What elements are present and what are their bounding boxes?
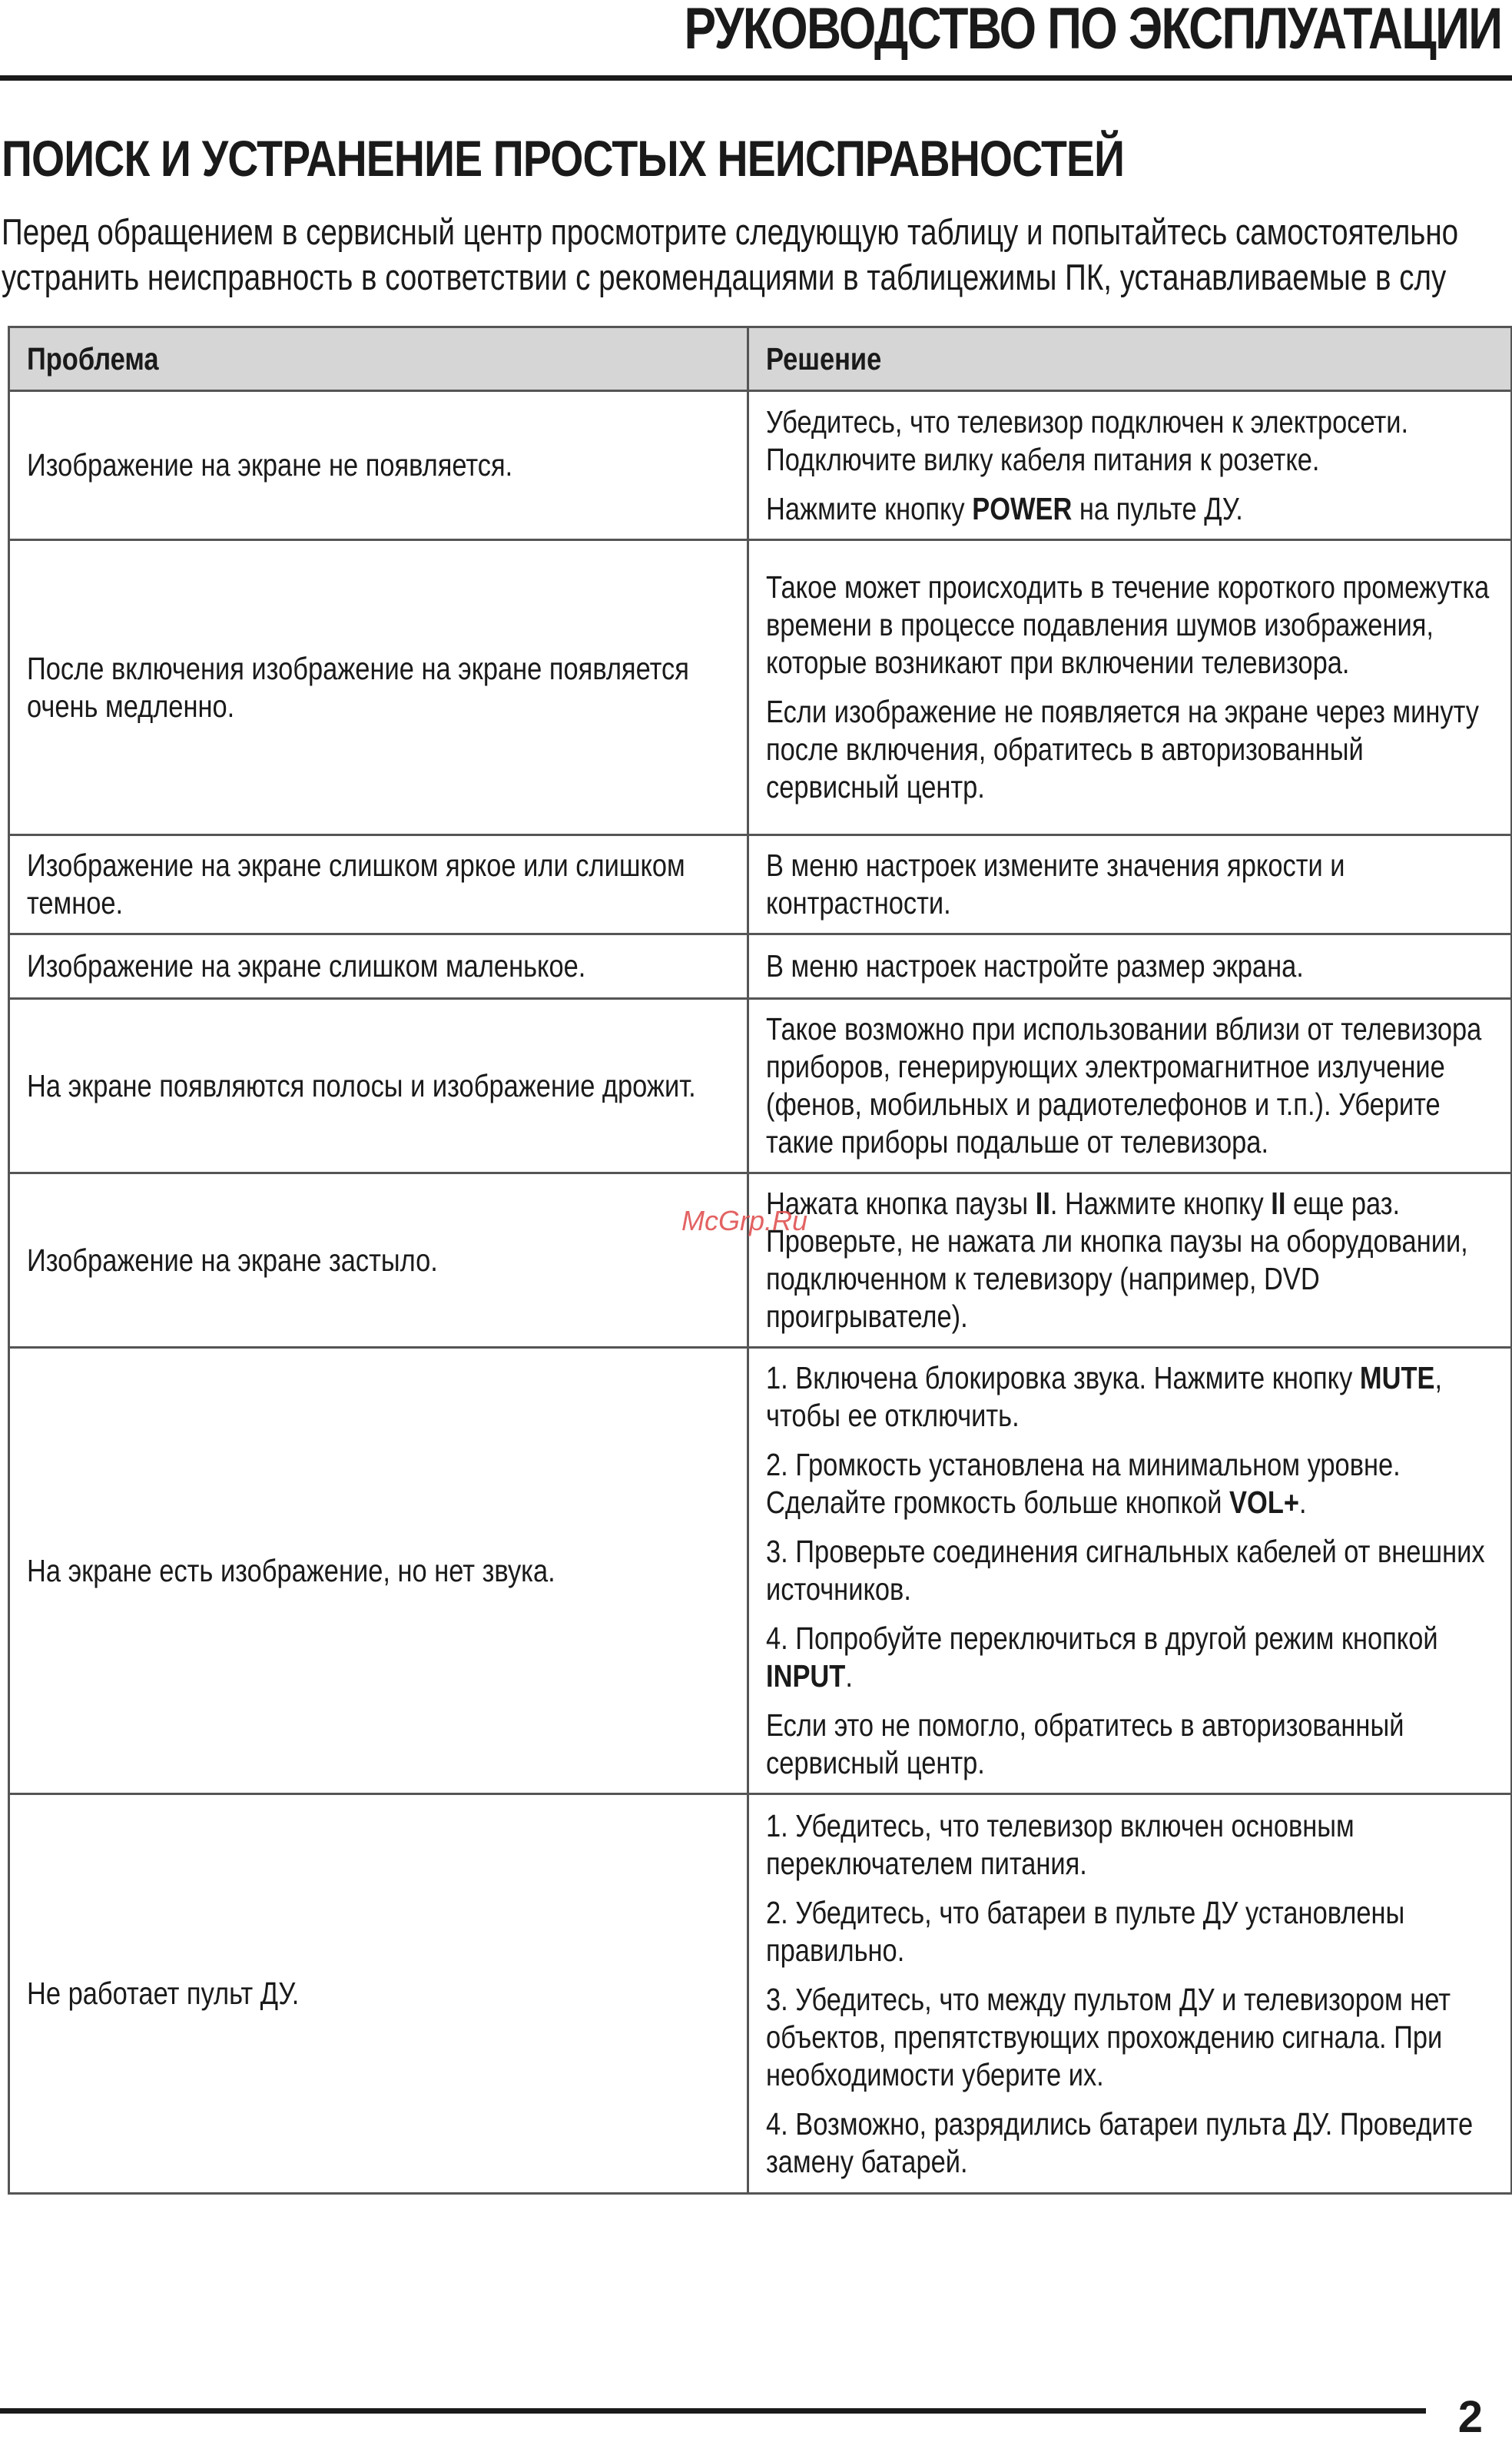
table-row bbox=[9, 835, 1512, 934]
solution-cell bbox=[748, 934, 1512, 999]
solution-paragraph: В меню настроек измените значения яркости и контрастности. bbox=[766, 848, 1345, 921]
solution-paragraph: 1. Убедитесь, что телевизор включен основным переключателем питания. bbox=[766, 1807, 1354, 1881]
problem-cell: После включения изображение на экране появляется очень медленно. bbox=[9, 540, 748, 835]
key-label: INPUT bbox=[766, 1658, 846, 1694]
solution-paragraph: Такое возможно при использовании вблизи от телевизора приборов, генерирующих электромагнитное излучение (фенов, мобильных и радиотелефонов и т.п.). Уберите такие приборы подальше от телевизора. bbox=[766, 1011, 1482, 1160]
solution-paragraph: 4. Попробуйте переключиться в другой режим кнопкой INPUT. bbox=[766, 1621, 1438, 1694]
solution-cell bbox=[748, 1794, 1512, 2194]
table-row bbox=[9, 1794, 1512, 2194]
key-label: MUTE bbox=[1359, 1360, 1435, 1395]
solution-paragraph: 4. Возможно, разрядились батареи пульта ДУ. Проведите замену батарей. bbox=[766, 2105, 1474, 2179]
intro-paragraph bbox=[2, 209, 1470, 300]
solution-cell bbox=[748, 1348, 1512, 1794]
problem-cell: Изображение на экране слишком маленькое. bbox=[9, 934, 748, 999]
watermark: McGrp.Ru bbox=[681, 1205, 808, 1236]
problem-cell: Не работает пульт ДУ. bbox=[9, 1794, 748, 2194]
table-row bbox=[9, 934, 1512, 999]
solution-paragraph: 2. Громкость установлена на минимальном уровне. Сделайте громкость больше кнопкой VOL+. bbox=[766, 1447, 1401, 1520]
problem-cell: Изображение на экране не появляется. bbox=[9, 391, 748, 540]
table-row bbox=[9, 1173, 1512, 1348]
footer-divider bbox=[0, 2408, 1426, 2414]
table-row bbox=[9, 540, 1512, 835]
solution-paragraph: Такое может происходить в течение короткого промежутка времени в процессе подавления шумов изображения, которые возникают при включении телевизора. bbox=[766, 569, 1490, 680]
problem-cell: Изображение на экране застыло. bbox=[9, 1173, 748, 1348]
problem-cell: На экране есть изображение, но нет звука. bbox=[9, 1348, 748, 1794]
key-label: POWER bbox=[972, 490, 1073, 526]
table-header-row bbox=[9, 327, 1512, 391]
intro-line: Перед обращением в сервисный центр просмотрите следующую таблицу и попытайтесь самостоятельно bbox=[2, 211, 1459, 252]
solution-cell bbox=[748, 540, 1512, 835]
column-header-problem: Проблема bbox=[9, 327, 748, 391]
table-row bbox=[9, 1348, 1512, 1794]
table-row bbox=[9, 391, 1512, 540]
problem-cell: Изображение на экране слишком яркое или слишком темное. bbox=[9, 835, 748, 934]
solution-paragraph: 3. Убедитесь, что между пультом ДУ и телевизором нет объектов, препятствующих прохождению сигнала. При необходимости уберите их. bbox=[766, 1981, 1451, 2092]
solution-cell bbox=[748, 391, 1512, 540]
column-header-solution: Решение bbox=[748, 327, 1512, 391]
intro-line: устранить неисправность в соответствии с рекомендациями в таблицежимы ПК, устанавливаемые в слу bbox=[2, 257, 1447, 297]
troubleshooting-table bbox=[8, 326, 1512, 2195]
key-label: II bbox=[1035, 1186, 1050, 1221]
header-divider bbox=[0, 75, 1512, 81]
solution-paragraph: Если это не помогло, обратитесь в авторизованный сервисный центр. bbox=[766, 1707, 1404, 1780]
section-title: ПОИСК И УСТРАНЕНИЕ ПРОСТЫХ НЕИСПРАВНОСТЕЙ bbox=[2, 130, 1125, 187]
key-label: II bbox=[1271, 1186, 1286, 1221]
solution-paragraph: Убедитесь, что телевизор подключен к электросети. Подключите вилку кабеля питания к розетке. bbox=[766, 403, 1409, 477]
solution-paragraph: Нажата кнопка паузы II. Нажмите кнопку II еще раз. Проверьте, не нажата ли кнопка паузы на оборудовании, подключенном к телевизору (например, DVD проигрывателе). bbox=[766, 1186, 1468, 1334]
solution-paragraph: В меню настроек настройте размер экрана. bbox=[766, 948, 1304, 984]
solution-cell bbox=[748, 835, 1512, 934]
solution-cell bbox=[748, 1173, 1512, 1348]
key-label: VOL+ bbox=[1229, 1485, 1299, 1520]
table-row bbox=[9, 999, 1512, 1173]
manual-title: РУКОВОДСТВО ПО ЭКСПЛУАТАЦИИ bbox=[684, 0, 1501, 61]
page-number: 2 bbox=[1457, 2392, 1483, 2442]
solution-paragraph: Нажмите кнопку POWER на пульте ДУ. bbox=[766, 490, 1243, 526]
solution-paragraph: 3. Проверьте соединения сигнальных кабелей от внешних источников. bbox=[766, 1534, 1485, 1607]
solution-paragraph: Если изображение не появляется на экране через минуту после включения, обратитесь в авторизованный сервисный центр. bbox=[766, 694, 1479, 805]
solution-cell bbox=[748, 999, 1512, 1173]
solution-paragraph: 1. Включена блокировка звука. Нажмите кнопку MUTE, чтобы ее отключить. bbox=[766, 1360, 1443, 1433]
problem-cell: На экране появляются полосы и изображение дрожит. bbox=[9, 999, 748, 1173]
solution-paragraph: 2. Убедитесь, что батареи в пульте ДУ установлены правильно. bbox=[766, 1894, 1405, 1968]
